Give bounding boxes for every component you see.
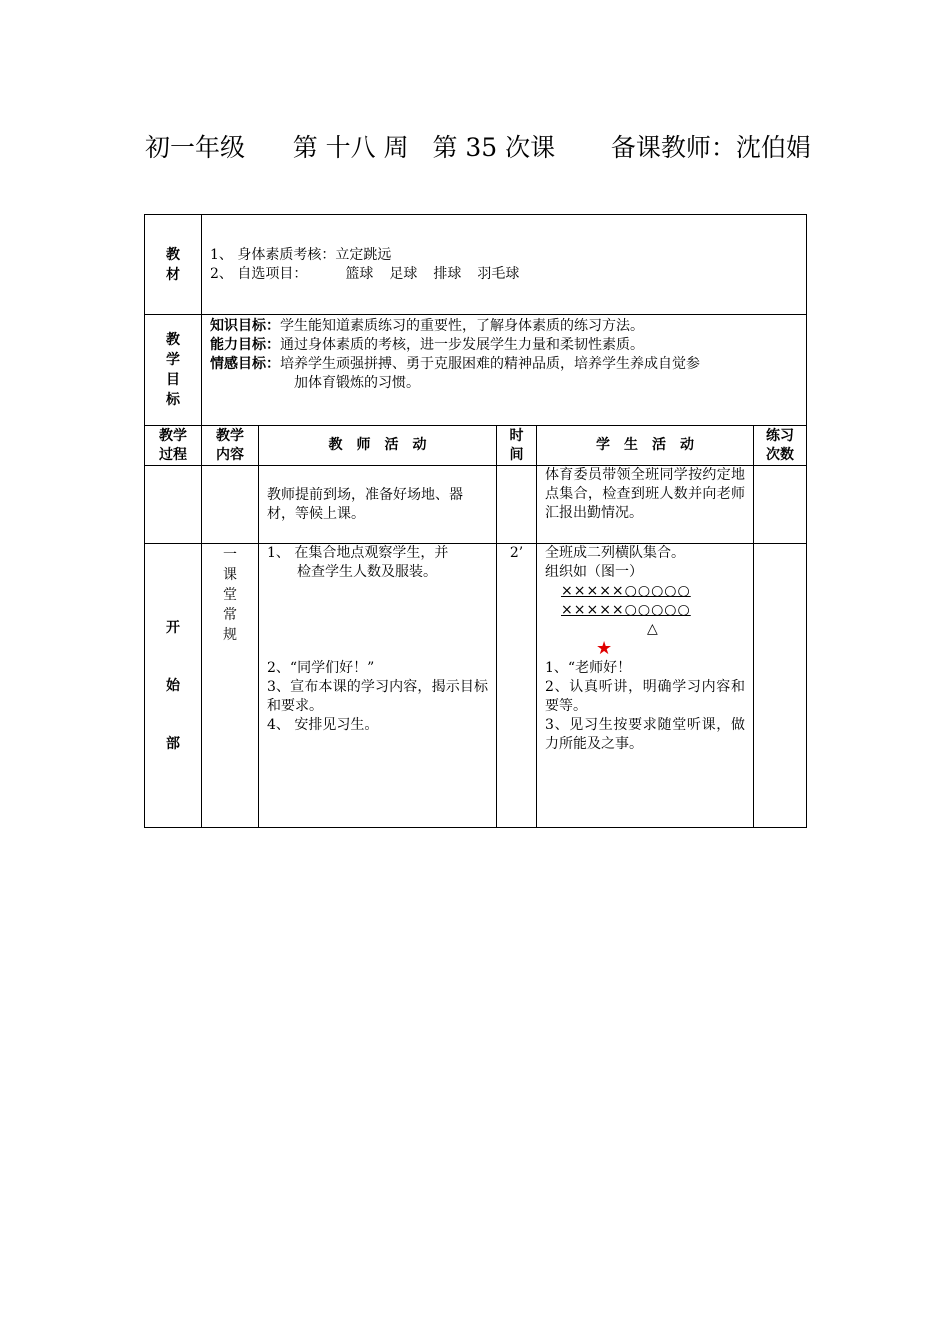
knowledge-objective: 知识目标：学生能知道素质练习的重要性，了解身体素质的练习方法。 bbox=[210, 318, 644, 334]
week: 第 十八 周 bbox=[292, 133, 409, 162]
formation-row-2: ×××××○○○○○ bbox=[561, 602, 691, 618]
table-row bbox=[145, 466, 807, 544]
material-item-2: 2、 自选项目： 篮球 足球 排球 羽毛球 bbox=[210, 265, 520, 282]
teacher-name: 备课教师：沈伯娟 bbox=[610, 133, 811, 162]
row2-time: 2’ bbox=[497, 544, 537, 828]
row2-teacher: 1、 在集合地点观察学生，并 检查学生人数及服装。 2、“同学们好！” 3、宣布本课的学习内容，揭示目标和要求。 4、 安排见习生。 bbox=[259, 544, 497, 828]
content-routine: 一 课 堂 常 规 bbox=[202, 544, 259, 828]
ability-objective: 能力目标：通过身体素质的考核，进一步发展学生力量和柔韧性素质。 bbox=[210, 337, 644, 353]
lesson-plan-table bbox=[144, 214, 807, 828]
column-header-row bbox=[145, 426, 807, 466]
emotion-objective-cont: 加体育锻炼的习惯。 bbox=[294, 375, 420, 391]
row1-student: 体育委员带领全班同学按约定地点集合，检查到班人数并向老师汇报出勤情况。 bbox=[537, 466, 754, 544]
formation-row-1: ×××××○○○○○ bbox=[561, 583, 691, 599]
col-student: 学 生 活 动 bbox=[537, 426, 754, 466]
col-teacher: 教 师 活 动 bbox=[259, 426, 497, 466]
col-content: 教学 内容 bbox=[202, 426, 259, 466]
row2-student: 全班成二列横队集合。 组织如（图一） ×××××○○○○○ ×××××○○○○○ △ ★ 1、“老师好！ 2、认真听讲，明确学习内容和要等。 3、见习生按要求随堂听课，做力所能及之事。 bbox=[537, 544, 754, 828]
material-content bbox=[202, 215, 807, 315]
row1-teacher: 教师提前到场，准备好场地、器材，等候上课。 bbox=[259, 466, 497, 544]
material-row bbox=[145, 215, 807, 315]
emotion-objective: 情感目标：培养学生顽强拼搏、勇于克服困难的精神品质，培养学生养成自觉参 bbox=[210, 356, 700, 372]
star-icon: ★ bbox=[596, 638, 613, 659]
table-row bbox=[145, 544, 807, 828]
lesson: 第 35 次课 bbox=[432, 133, 556, 162]
process-start: 开 始 部 bbox=[145, 544, 202, 828]
col-count: 练习 次数 bbox=[754, 426, 807, 466]
objectives-row bbox=[145, 315, 807, 426]
page-title bbox=[145, 122, 811, 174]
teacher-mark-triangle: △ bbox=[647, 621, 658, 637]
grade: 初一年级 bbox=[145, 133, 246, 162]
objectives-content bbox=[202, 315, 807, 426]
material-label: 教 材 bbox=[145, 215, 202, 315]
col-time: 时 间 bbox=[497, 426, 537, 466]
col-process: 教学 过程 bbox=[145, 426, 202, 466]
objectives-label: 教 学 目 标 bbox=[145, 315, 202, 426]
material-item-1: 1、 身体素质考核：立定跳远 bbox=[210, 246, 392, 263]
